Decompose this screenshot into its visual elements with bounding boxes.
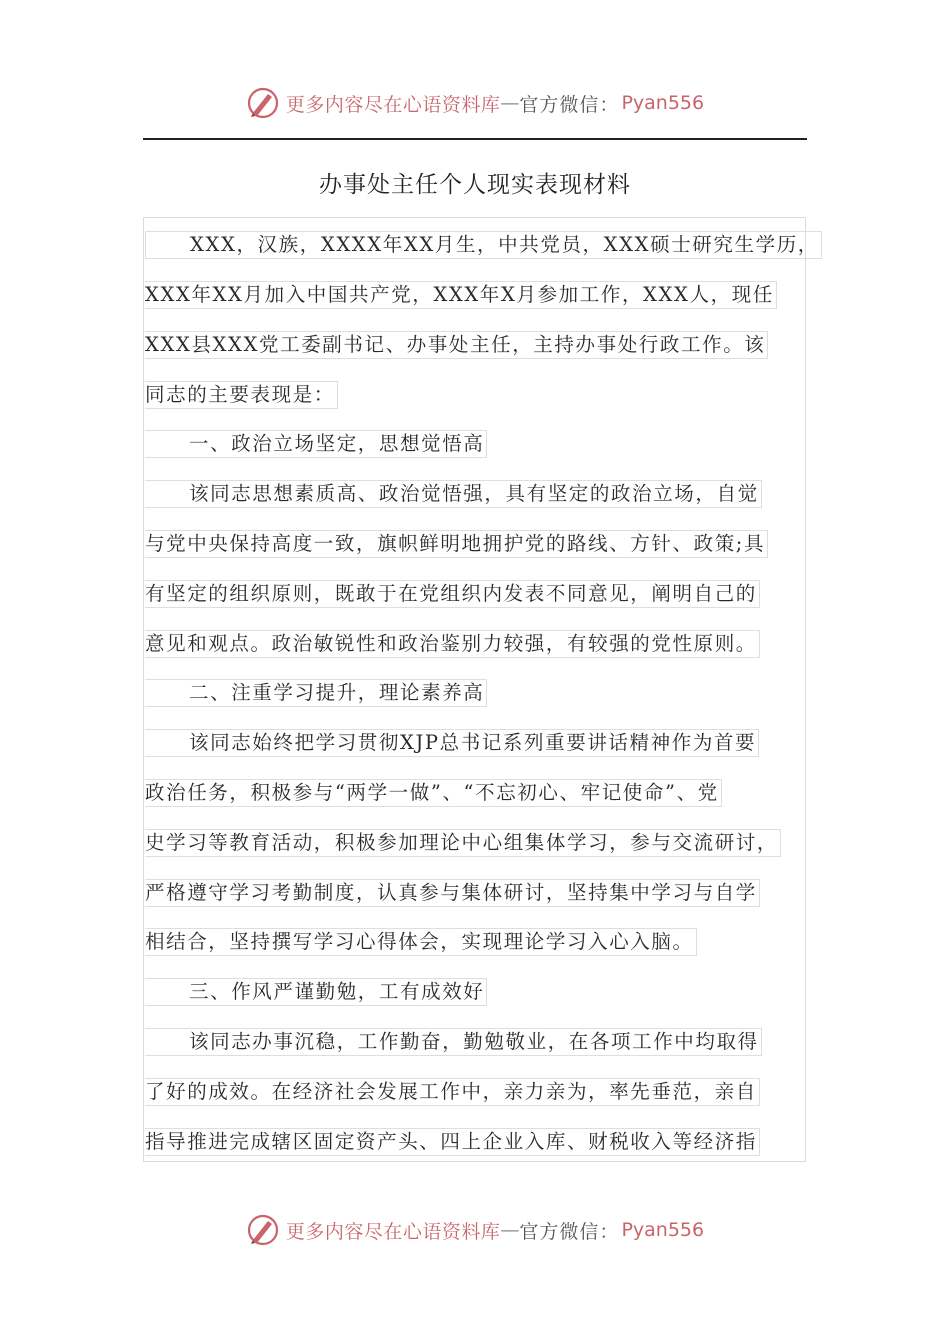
body-line: XXX，汉族，XXXX年XX月生，中共党员，XXX硕士研究生学历， [145, 231, 822, 259]
footer-banner [0, 1210, 950, 1250]
body-line: 了好的成效。在经济社会发展工作中，亲力亲为，率先垂范，亲自 [145, 1078, 760, 1106]
body-line: 政治任务，积极参与“两学一做”、“不忘初心、牢记使命”、党 [145, 779, 722, 807]
header-banner [0, 83, 950, 123]
body-line: 指导推进完成辖区固定资产头、四上企业入库、财税收入等经济指 [145, 1128, 760, 1156]
section-heading: 二、注重学习提升，理论素养高 [145, 679, 487, 707]
body-line: 意见和观点。政治敏锐性和政治鉴别力较强，有较强的党性原则。 [145, 630, 760, 658]
body-line: 与党中央保持高度一致，旗帜鲜明地拥护党的路线、方针、政策;具 [145, 530, 768, 558]
footer-wechat-id: Pyan556 [621, 1219, 705, 1241]
pen-logo-icon [246, 86, 280, 120]
header-wechat-label: 官方微信： [519, 93, 620, 116]
body-line: 相结合，坚持撰写学习心得体会，实现理论学习入心入脑。 [145, 928, 697, 956]
body-line: 严格遵守学习考勤制度，认真参与集体研讨，坚持集中学习与自学 [145, 879, 760, 907]
section-heading: 三、作风严谨勤勉，工有成效好 [145, 978, 487, 1006]
body-line: 史学习等教育活动，积极参加理论中心组集体学习，参与交流研讨， [145, 829, 781, 857]
body-line: 同志的主要表现是： [145, 381, 338, 409]
section-heading: 一、政治立场坚定，思想觉悟高 [145, 430, 487, 458]
body-line: XXX县XXX党工委副书记、办事处主任，主持办事处行政工作。该 [145, 331, 768, 359]
header-rule [143, 138, 807, 140]
footer-wechat-label: 官方微信： [519, 1220, 620, 1243]
body-line: 该同志思想素质高、政治觉悟强，具有坚定的政治立场，自觉 [145, 480, 762, 508]
header-separator: — [500, 92, 520, 114]
pen-logo-icon [246, 1213, 280, 1247]
header-wechat-id: Pyan556 [621, 92, 705, 114]
footer-brand-text: 更多内容尽在心语资料库 [285, 1220, 501, 1243]
body-line: 该同志办事沉稳，工作勤奋，勤勉敬业，在各项工作中均取得 [145, 1028, 762, 1056]
footer-separator: — [500, 1219, 520, 1241]
header-brand-text: 更多内容尽在心语资料库 [285, 93, 501, 116]
body-line: XXX年XX月加入中国共产党，XXX年X月参加工作，XXX人，现任 [145, 281, 777, 309]
document-title: 办事处主任个人现实表现材料 [319, 172, 631, 198]
body-line: 该同志始终把学习贯彻XJP总书记系列重要讲话精神作为首要 [145, 729, 759, 757]
body-line: 有坚定的组织原则，既敢于在党组织内发表不同意见，阐明自己的 [145, 580, 760, 608]
